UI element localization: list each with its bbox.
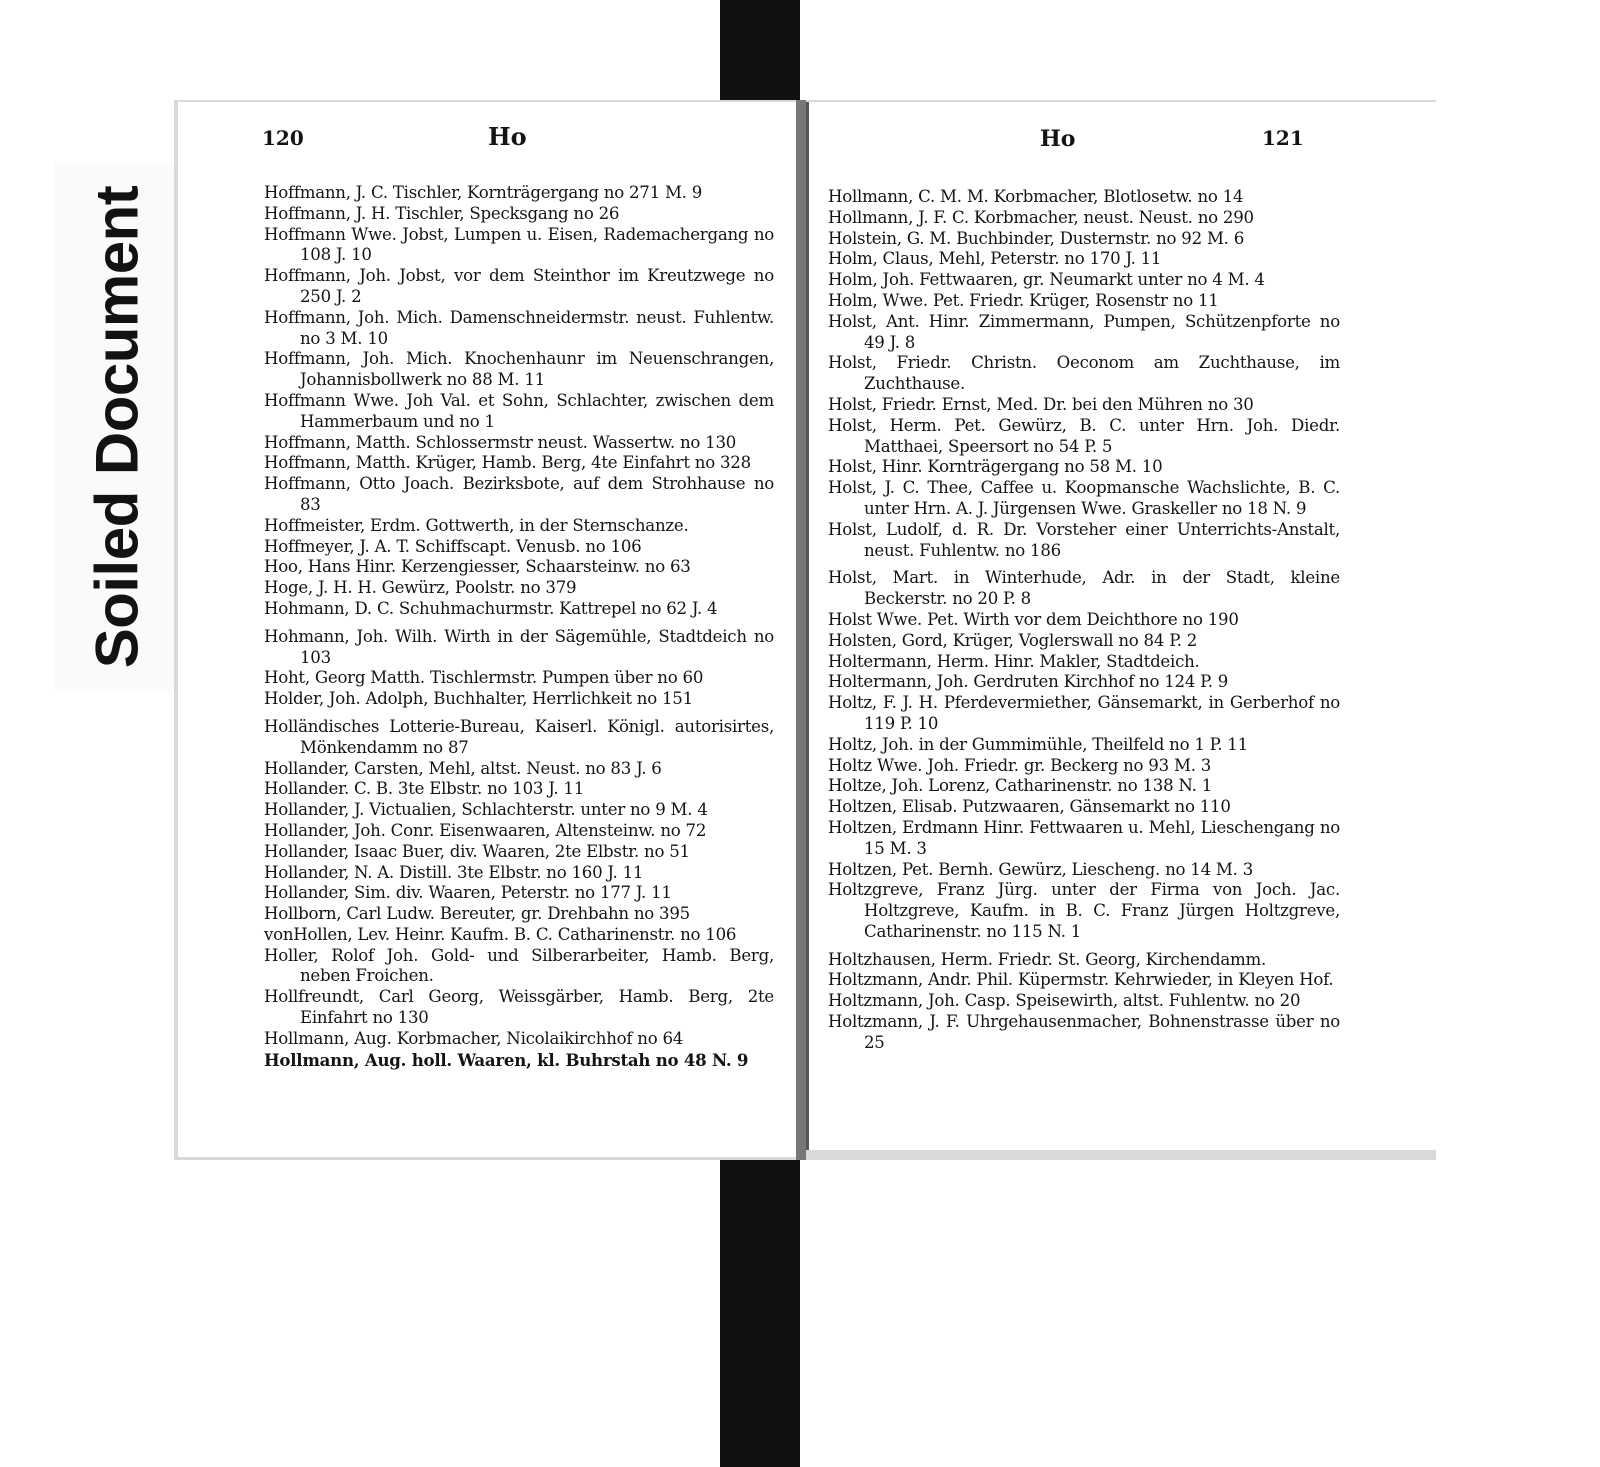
- binding-strap-bottom: [720, 1158, 800, 1467]
- directory-entry: Hoffmann, Matth. Schlossermstr neust. Wassertw. no 130: [264, 432, 737, 452]
- directory-entry: Hoffmann, J. C. Tischler, Kornträgergang no 271 M. 9: [264, 183, 703, 202]
- directory-entry: Holm, Joh. Fettwaaren, gr. Neumarkt unter no 4 M. 4: [828, 270, 1265, 290]
- directory-entry: Hoge, J. H. H. Gewürz, Poolstr. no 379: [264, 578, 577, 598]
- directory-entry: Hoffmann, Joh. Mich. Damenschneidermstr. neust. Fuhlentw. no 3 M. 10: [264, 307, 774, 348]
- soiled-document-stamp: [54, 163, 181, 691]
- directory-entry: Holst, Hinr. Kornträgergang no 58 M. 10: [828, 457, 1163, 477]
- directory-entry: Hollander, Isaac Buer, div. Waaren, 2te Elbstr. no 51: [264, 841, 690, 861]
- directory-entry: Holtze, Joh. Lorenz, Catharinenstr. no 138 N. 1: [828, 776, 1212, 796]
- directory-entry: Hollander, N. A. Distill. 3te Elbstr. no 160 J. 11: [264, 862, 644, 882]
- directory-entry: Holtzen, Pet. Bernh. Gewürz, Liescheng. no 14 M. 3: [828, 859, 1254, 879]
- directory-entry: Hoffmann, J. H. Tischler, Specksgang no 26: [264, 203, 620, 223]
- directory-entry: Holst, Ant. Hinr. Zimmermann, Pumpen, Schützenpforte no 49 J. 8: [828, 311, 1340, 352]
- directory-entry: Hoffmann, Otto Joach. Bezirksbote, auf dem Strohhause no 83: [264, 474, 774, 514]
- directory-entry: Hohmann, D. C. Schuhmachurmstr. Kattrepel no 62 J. 4: [264, 598, 718, 618]
- directory-entry: Holstein, G. M. Buchbinder, Dusternstr. no 92 M. 6: [828, 228, 1245, 248]
- directory-entry: Holtzmann, Joh. Casp. Speisewirth, altst. Fuhlentw. no 20: [828, 991, 1301, 1011]
- directory-entry: Hollander. C. B. 3te Elbstr. no 103 J. 11: [264, 779, 585, 799]
- right-running-head: Ho: [1040, 126, 1076, 152]
- directory-entry: Holtzmann, Andr. Phil. Küpermstr. Kehrwieder, in Kleyen Hof.: [828, 970, 1334, 990]
- directory-entry: Holm, Wwe. Pet. Friedr. Krüger, Rosenstr no 11: [828, 290, 1219, 310]
- directory-entry: Holtzmann, J. F. Uhrgehausenmacher, Bohnenstrasse über no 25: [828, 1012, 1340, 1052]
- directory-entry: Hoffmeister, Erdm. Gottwerth, in der Sternschanze.: [264, 515, 689, 535]
- directory-entry: Hohmann, Joh. Wilh. Wirth in der Sägemühle, Stadtdeich no 103: [264, 626, 774, 667]
- directory-entry: Hoffmann Wwe. Jobst, Lumpen u. Eisen, Rademachergang no 108 J. 10: [264, 224, 774, 265]
- directory-entry: Hoffmann, Joh. Mich. Knochenhaunr im Neuenschrangen, Johannisbollwerk no 88 M. 11: [264, 349, 774, 390]
- directory-entry: Hollmann, Aug. holl. Waaren, kl. Buhrstah no 48 N. 9: [264, 1049, 749, 1070]
- directory-entry: Holländisches Lotterie-Bureau, Kaiserl. Königl. autorisirtes, Mönkendamm no 87: [264, 716, 774, 757]
- left-directory-list: [264, 183, 774, 1070]
- directory-entry: Holtermann, Herm. Hinr. Makler, Stadtdeich.: [828, 651, 1200, 671]
- directory-entry: Hoffmann, Matth. Krüger, Hamb. Berg, 4te Einfahrt no 328: [264, 453, 751, 473]
- directory-entry: Holler, Rolof Joh. Gold- und Silberarbeiter, Hamb. Berg, neben Froichen.: [264, 945, 774, 986]
- stamp-label: Soiled Document: [83, 185, 151, 669]
- directory-entry: Hollander, Sim. div. Waaren, Peterstr. no 177 J. 11: [264, 883, 672, 903]
- directory-entry: Holst, Herm. Pet. Gewürz, B. C. unter Hrn. Joh. Diedr. Matthaei, Speersort no 54 P. 5: [828, 415, 1340, 456]
- directory-entry: Hoo, Hans Hinr. Kerzengiesser, Schaarsteinw. no 63: [264, 557, 691, 577]
- directory-entry: Hollborn, Carl Ludw. Bereuter, gr. Drehbahn no 395: [264, 904, 690, 924]
- directory-entry: Hollander, Carsten, Mehl, altst. Neust. no 83 J. 6: [264, 758, 662, 778]
- directory-entry: Hoffmeyer, J. A. T. Schiffscapt. Venusb. no 106: [264, 536, 642, 556]
- directory-entry: Holtzhausen, Herm. Friedr. St. Georg, Kirchendamm.: [828, 949, 1267, 969]
- directory-entry: Holder, Joh. Adolph, Buchhalter, Herrlichkeit no 151: [264, 689, 693, 709]
- directory-entry: Hollmann, C. M. M. Korbmacher, Blotlosetw. no 14: [828, 187, 1244, 206]
- directory-entry: Holtz, Joh. in der Gummimühle, Theilfeld no 1 P. 11: [828, 734, 1248, 754]
- right-page-number: 121: [1262, 126, 1304, 150]
- directory-entry: Holtzen, Erdmann Hinr. Fettwaaren u. Mehl, Lieschengang no 15 M. 3: [828, 817, 1340, 858]
- directory-entry: Holst, Friedr. Ernst, Med. Dr. bei den Mühren no 30: [828, 394, 1254, 414]
- binding-strap-top: [720, 0, 800, 102]
- left-page-number: 120: [262, 126, 304, 150]
- directory-entry: Holtzen, Elisab. Putzwaaren, Gänsemarkt no 110: [828, 797, 1231, 817]
- directory-entry: Hollander, Joh. Conr. Eisenwaaren, Altensteinw. no 72: [264, 820, 707, 840]
- right-directory-list: [828, 187, 1340, 1054]
- directory-entry: Holtzgreve, Franz Jürg. unter der Firma von Joch. Jac. Holtzgreve, Kaufm. in B. C. Franz Jürgen Holtzgreve, Catharinenstr. no 115 N. 1: [828, 880, 1340, 941]
- directory-entry: Holm, Claus, Mehl, Peterstr. no 170 J. 11: [828, 249, 1162, 269]
- directory-entry: Holsten, Gord, Krüger, Voglerswall no 84 P. 2: [828, 630, 1198, 650]
- directory-entry: Holtz, F. J. H. Pferdevermiether, Gänsemarkt, in Gerberhof no 119 P. 10: [828, 693, 1340, 733]
- directory-entry: Holst, Ludolf, d. R. Dr. Vorsteher einer Unterrichts-Anstalt, neust. Fuhlentw. no 186: [828, 519, 1340, 560]
- directory-entry: Hollmann, Aug. Korbmacher, Nicolaikirchhof no 64: [264, 1028, 684, 1048]
- directory-entry: Hoffmann Wwe. Joh Val. et Sohn, Schlachter, zwischen dem Hammerbaum und no 1: [264, 390, 774, 431]
- directory-entry: Holst, Mart. in Winterhude, Adr. in der Stadt, kleine Beckerstr. no 20 P. 8: [828, 568, 1340, 609]
- directory-entry: Holst, J. C. Thee, Caffee u. Koopmansche Wachslichte, B. C. unter Hrn. A. J. Jürgensen Wwe. Graskeller no 18 N. 9: [828, 478, 1340, 518]
- directory-entry: Hoffmann, Joh. Jobst, vor dem Steinthor im Kreutzwege no 250 J. 2: [264, 266, 774, 306]
- directory-entry: Hollander, J. Victualien, Schlachterstr. unter no 9 M. 4: [264, 800, 708, 820]
- directory-entry: Hoht, Georg Matth. Tischlermstr. Pumpen über no 60: [264, 668, 704, 688]
- directory-entry: Hollfreundt, Carl Georg, Weissgärber, Hamb. Berg, 2te Einfahrt no 130: [264, 987, 774, 1028]
- directory-entry: Holtermann, Joh. Gerdruten Kirchhof no 124 P. 9: [828, 672, 1229, 692]
- directory-entry: Hollmann, J. F. C. Korbmacher, neust. Neust. no 290: [828, 207, 1254, 227]
- directory-entry: Holtz Wwe. Joh. Friedr. gr. Beckerg no 93 M. 3: [828, 755, 1212, 775]
- left-running-head: Ho: [488, 122, 527, 151]
- directory-entry: Holst Wwe. Pet. Wirth vor dem Deichthore no 190: [828, 609, 1239, 629]
- directory-entry: Holst, Friedr. Christn. Oeconom am Zuchthause, im Zuchthause.: [828, 353, 1340, 394]
- book-gutter: [796, 100, 806, 1160]
- directory-entry: vonHollen, Lev. Heinr. Kaufm. B. C. Catharinenstr. no 106: [264, 924, 737, 944]
